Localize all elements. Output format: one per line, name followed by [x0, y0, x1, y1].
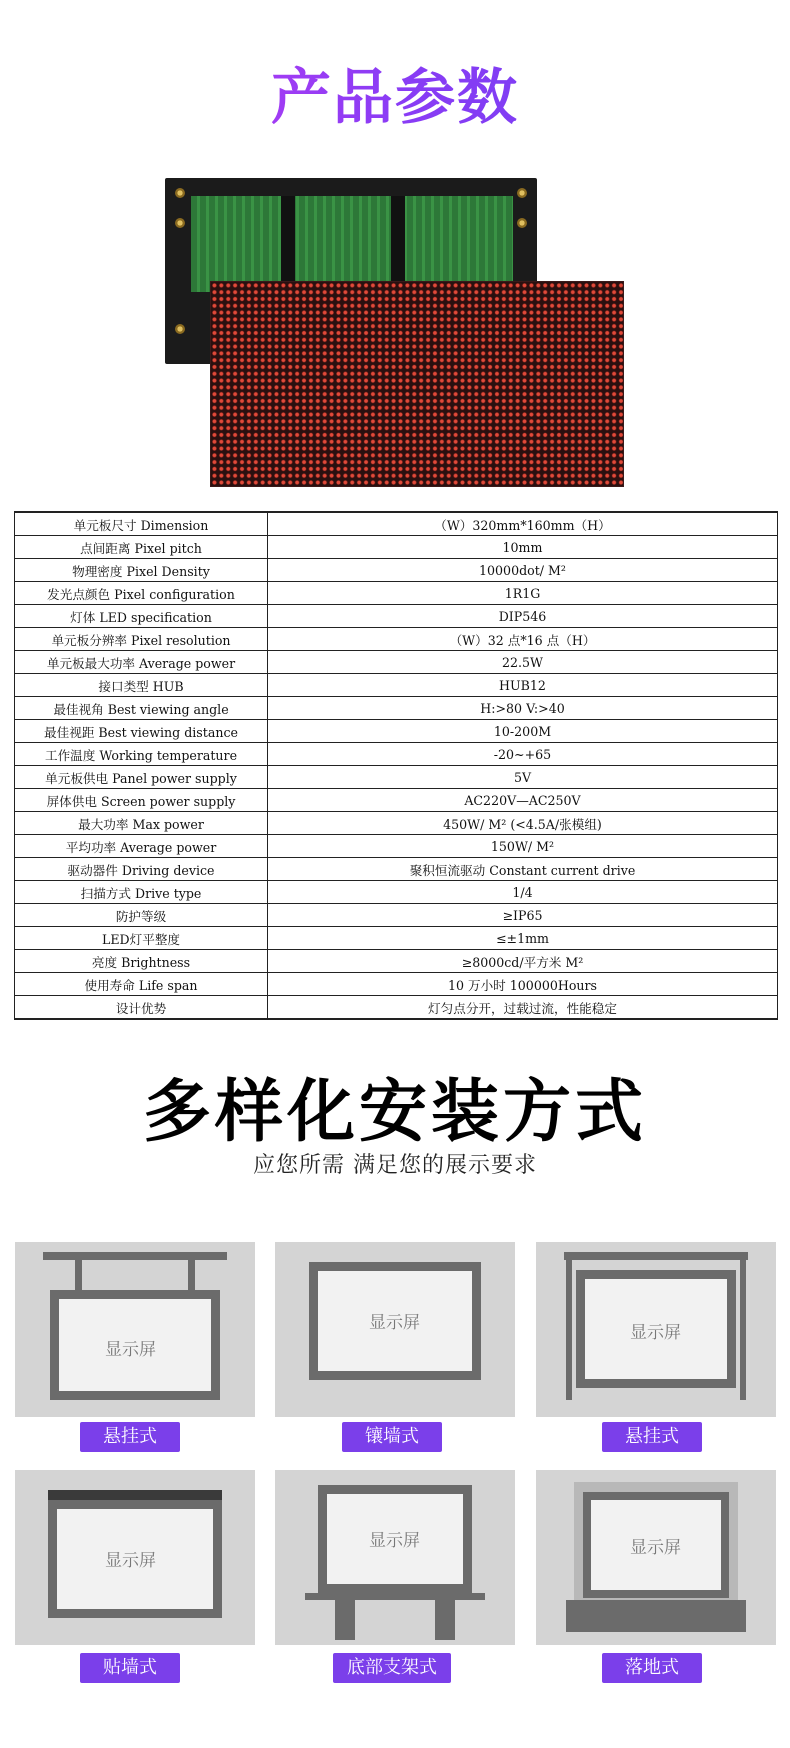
spec-key: 亮度 Brightness	[15, 950, 268, 973]
spec-value: 150W/ M²	[268, 835, 778, 858]
spec-key: 点间距离 Pixel pitch	[15, 536, 268, 559]
spec-row	[15, 766, 778, 789]
install-tag-bottom-stand: 底部支架式	[333, 1653, 451, 1683]
spec-value: AC220V—AC250V	[268, 789, 778, 812]
spec-row	[15, 743, 778, 766]
spec-value: ≥IP65	[268, 904, 778, 927]
install-tag-wall-embedded: 镶墙式	[342, 1422, 442, 1452]
spec-row	[15, 812, 778, 835]
spec-key: 驱动器件 Driving device	[15, 858, 268, 881]
spec-key: 单元板供电 Panel power supply	[15, 766, 268, 789]
spec-key: 屏体供电 Screen power supply	[15, 789, 268, 812]
install-tag-floor-standing: 落地式	[602, 1653, 702, 1683]
install-tag-wall-mounted: 贴墙式	[80, 1653, 180, 1683]
spec-row	[15, 789, 778, 812]
spec-value: 聚积恒流驱动 Constant current drive	[268, 858, 778, 881]
screen-label: 显示屏	[105, 1340, 156, 1360]
screen-label: 显示屏	[105, 1551, 156, 1571]
spec-row	[15, 858, 778, 881]
spec-row	[15, 720, 778, 743]
spec-row	[15, 582, 778, 605]
spec-row	[15, 536, 778, 559]
spec-key: 单元板分辨率 Pixel resolution	[15, 628, 268, 651]
spec-key: 物理密度 Pixel Density	[15, 559, 268, 582]
spec-row	[15, 996, 778, 1020]
spec-value: DIP546	[268, 605, 778, 628]
spec-key: 最佳视角 Best viewing angle	[15, 697, 268, 720]
spec-value: 1/4	[268, 881, 778, 904]
install-card-wall-embedded	[275, 1242, 515, 1417]
spec-row	[15, 904, 778, 927]
install-card-floor-standing	[536, 1470, 776, 1645]
screen-label: 显示屏	[369, 1313, 420, 1333]
spec-key: 防护等级	[15, 904, 268, 927]
spec-value: 450W/ M² (<4.5A/张模组)	[268, 812, 778, 835]
spec-key: 灯体 LED specification	[15, 605, 268, 628]
install-card-wall-mounted	[15, 1470, 255, 1645]
spec-table	[14, 511, 778, 1020]
spec-key: 发光点颜色 Pixel configuration	[15, 582, 268, 605]
module-led-face	[211, 282, 623, 486]
install-card-hanging	[15, 1242, 255, 1417]
spec-row	[15, 927, 778, 950]
spec-row	[15, 512, 778, 536]
screen-label: 显示屏	[630, 1538, 681, 1558]
spec-value: 10mm	[268, 536, 778, 559]
spec-value: 10000dot/ M²	[268, 559, 778, 582]
page-title: 产品参数	[0, 50, 790, 136]
install-title: 多样化安装方式	[142, 1073, 647, 1152]
spec-value: ≤±1mm	[268, 927, 778, 950]
spec-key: 单元板尺寸 Dimension	[15, 512, 268, 536]
install-card-bottom-stand	[275, 1470, 515, 1645]
spec-value: ≥8000cd/平方米 M²	[268, 950, 778, 973]
spec-key: 单元板最大功率 Average power	[15, 651, 268, 674]
screen-label: 显示屏	[630, 1323, 681, 1343]
screen-label: 显示屏	[369, 1531, 420, 1551]
spec-value: （W）320mm*160mm（H）	[268, 512, 778, 536]
spec-key: 平均功率 Average power	[15, 835, 268, 858]
spec-row	[15, 674, 778, 697]
spec-row	[15, 697, 778, 720]
spec-row	[15, 973, 778, 996]
spec-row	[15, 559, 778, 582]
install-tag-hanging-2: 悬挂式	[602, 1422, 702, 1452]
spec-value: 5V	[268, 766, 778, 789]
spec-key: 最佳视距 Best viewing distance	[15, 720, 268, 743]
install-subtitle: 应您所需 满足您的展示要求	[253, 1153, 537, 1178]
spec-row	[15, 835, 778, 858]
spec-key: 设计优势	[15, 996, 268, 1020]
spec-row	[15, 651, 778, 674]
spec-key: 扫描方式 Drive type	[15, 881, 268, 904]
spec-row	[15, 628, 778, 651]
spec-value: （W）32 点*16 点（H）	[268, 628, 778, 651]
spec-value: 22.5W	[268, 651, 778, 674]
spec-row	[15, 881, 778, 904]
spec-key: 最大功率 Max power	[15, 812, 268, 835]
spec-key: 使用寿命 Life span	[15, 973, 268, 996]
spec-value: -20~+65	[268, 743, 778, 766]
spec-row	[15, 950, 778, 973]
spec-value: HUB12	[268, 674, 778, 697]
led-module-image	[165, 178, 625, 488]
spec-value: 1R1G	[268, 582, 778, 605]
spec-value: 10 万小时 100000Hours	[268, 973, 778, 996]
spec-value: H:>80 V:>40	[268, 697, 778, 720]
spec-key: 工作温度 Working temperature	[15, 743, 268, 766]
install-card-hanging-2	[536, 1242, 776, 1417]
spec-value: 10-200M	[268, 720, 778, 743]
spec-row	[15, 605, 778, 628]
spec-key: 接口类型 HUB	[15, 674, 268, 697]
install-tag-hanging: 悬挂式	[80, 1422, 180, 1452]
spec-key: LED灯平整度	[15, 927, 268, 950]
spec-value: 灯匀点分开，过载过流，性能稳定	[268, 996, 778, 1020]
